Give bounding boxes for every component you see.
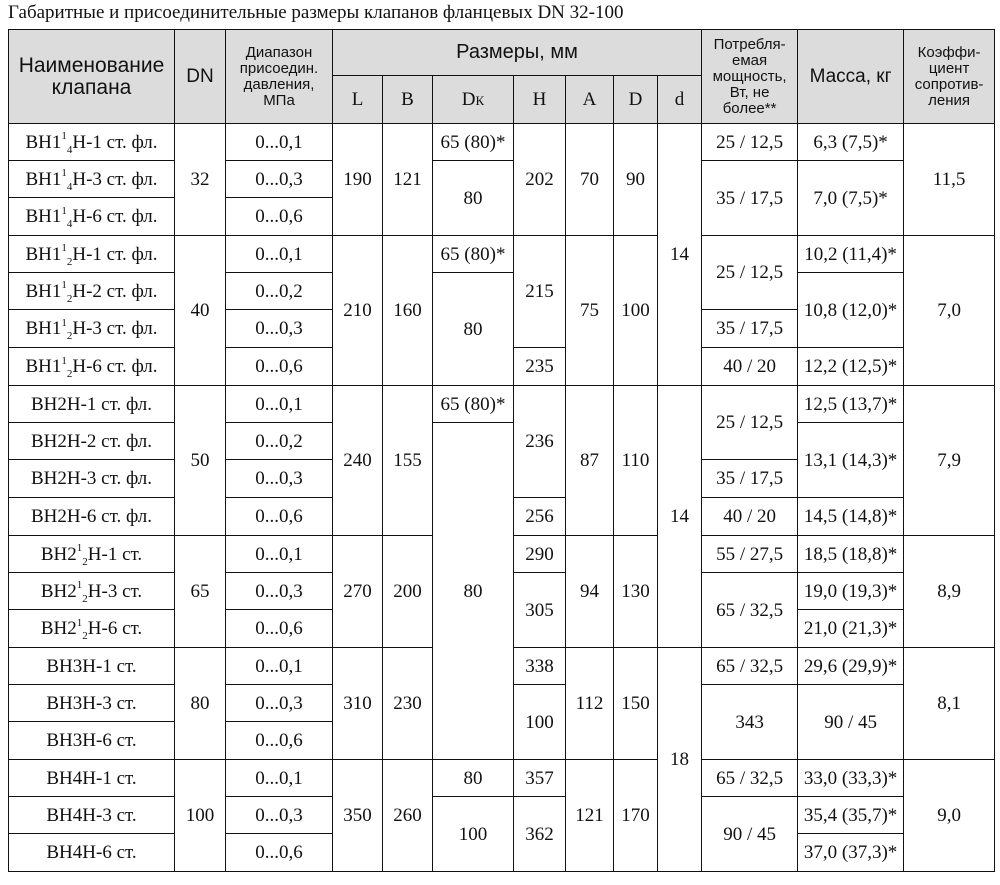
h-cell: 305: [514, 573, 566, 648]
dk-cell: 80: [433, 273, 514, 386]
dn-cell: 80: [175, 648, 226, 760]
mass-cell: 18,5 (18,8)*: [798, 536, 904, 573]
header-sizes: Размеры, мм: [333, 30, 702, 76]
pressure-range: 0...0,3: [226, 797, 333, 834]
power-cell: 35 / 17,5: [702, 460, 798, 498]
dk-cell: 100: [433, 797, 514, 872]
l-cell: 190: [333, 124, 383, 236]
header-power: Потребля-емая мощность, Вт, не более**: [702, 30, 798, 124]
d-hole-cell: 14: [658, 124, 702, 386]
header-name: Наименование клапана: [9, 30, 175, 124]
dk-cell: 65 (80)*: [433, 386, 514, 423]
power-cell: 35 / 17,5: [702, 310, 798, 348]
coef-cell: 11,5: [904, 124, 995, 236]
dk-cell: 80: [433, 423, 514, 760]
b-cell: 260: [383, 760, 433, 872]
a-cell: 121: [566, 760, 614, 872]
mass-cell: 33,0 (33,3)*: [798, 760, 904, 797]
b-cell: 155: [383, 386, 433, 536]
b-cell: 200: [383, 536, 433, 648]
power-cell: 90 / 45: [702, 797, 798, 872]
table-caption: Габаритные и присоединительные размеры клапанов фланцевых DN 32-100: [8, 2, 624, 23]
valve-name: $ВН1^1_2Н-3$ ст. фл.: [9, 310, 175, 348]
mass-cell: 7,0 (7,5)*: [798, 161, 904, 236]
valve-name: $ВН1^1_2Н-6$ ст. фл.: [9, 348, 175, 386]
valve-name: $ВН1^1_2Н-1$ ст. фл.: [9, 236, 175, 273]
a-cell: 87: [566, 386, 614, 536]
dk-cell: 80: [433, 161, 514, 236]
valve-name: ВН4Н-1 ст.: [9, 760, 175, 797]
b-cell: 230: [383, 648, 433, 760]
power-cell: 25 / 12,5: [702, 236, 798, 310]
power-cell: 55 / 27,5: [702, 536, 798, 573]
mass-cell: 37,0 (37,3)*: [798, 834, 904, 872]
coef-cell: 8,9: [904, 536, 995, 648]
coef-cell: 8,1: [904, 648, 995, 760]
d-outer-cell: 110: [614, 386, 658, 536]
pressure-range: 0...0,1: [226, 386, 333, 423]
coef-cell: 9,0: [904, 760, 995, 872]
valve-name: $ВН1^1_2Н-2$ ст. фл.: [9, 273, 175, 310]
mass-cell: 12,5 (13,7)*: [798, 386, 904, 423]
b-cell: 121: [383, 124, 433, 236]
mass-cell: 12,2 (12,5)*: [798, 348, 904, 386]
pressure-range: 0...0,1: [226, 760, 333, 797]
dn-cell: 65: [175, 536, 226, 648]
dk-cell: 65 (80)*: [433, 236, 514, 273]
power-cell: 65 / 32,5: [702, 648, 798, 685]
valve-name: ВН2Н-2 ст. фл.: [9, 423, 175, 460]
h-cell: 202: [514, 124, 566, 236]
coef-cell: 7,9: [904, 386, 995, 536]
header-a: A: [566, 76, 614, 124]
table-row: [9, 236, 995, 273]
l-cell: 350: [333, 760, 383, 872]
header-dk: DК: [433, 76, 514, 124]
power-cell: 65 / 32,5: [702, 573, 798, 648]
pressure-range: 0...0,6: [226, 348, 333, 386]
pressure-range: 0...0,1: [226, 648, 333, 685]
mass-cell: 21,0 (21,3)*: [798, 610, 904, 648]
header-coef: Коэффи-циент сопротив-ления: [904, 30, 995, 124]
power-cell: 25 / 12,5: [702, 386, 798, 460]
table-row: [9, 386, 995, 423]
pressure-range: 0...0,3: [226, 685, 333, 722]
power-cell: 25 / 12,5: [702, 124, 798, 161]
table-row: [9, 273, 995, 310]
pressure-range: 0...0,6: [226, 610, 333, 648]
valve-name: ВН3Н-3 ст.: [9, 685, 175, 722]
d-outer-cell: 130: [614, 536, 658, 648]
pressure-range: 0...0,3: [226, 310, 333, 348]
header-d-hole: d: [658, 76, 702, 124]
power-cell: 65 / 32,5: [702, 760, 798, 797]
valve-name: $ВН1^1_4Н-6$ ст. фл.: [9, 198, 175, 236]
h-cell: 215: [514, 236, 566, 348]
mass-cell: 10,8 (12,0)*: [798, 273, 904, 348]
b-cell: 160: [383, 236, 433, 386]
mass-cell: 13,1 (14,3)*: [798, 423, 904, 498]
pressure-range: 0...0,3: [226, 161, 333, 198]
pressure-range: 0...0,2: [226, 273, 333, 310]
valve-name: $ВН1^1_4Н-1$ ст. фл.: [9, 124, 175, 161]
pressure-range: 0...0,6: [226, 498, 333, 536]
mass-cell: 19,0 (19,3)*: [798, 573, 904, 610]
valve-dimensions-table: [8, 29, 995, 872]
valve-name: ВН2Н-6 ст. фл.: [9, 498, 175, 536]
dn-cell: 50: [175, 386, 226, 536]
table-row: [9, 161, 995, 198]
pressure-range: 0...0,3: [226, 460, 333, 498]
header-dn: DN: [175, 30, 226, 124]
pressure-range: 0...0,1: [226, 236, 333, 273]
table-row: [9, 124, 995, 161]
d-hole-cell: 14: [658, 386, 702, 648]
pressure-range: 0...0,1: [226, 536, 333, 573]
pressure-range: 0...0,1: [226, 124, 333, 161]
h-cell: 357: [514, 760, 566, 797]
d-outer-cell: 100: [614, 236, 658, 386]
dn-cell: 40: [175, 236, 226, 386]
header-l: L: [333, 76, 383, 124]
pressure-range: 0...0,6: [226, 834, 333, 872]
coef-cell: 7,0: [904, 236, 995, 386]
pressure-range: 0...0,3: [226, 573, 333, 610]
a-cell: 112: [566, 648, 614, 760]
a-cell: 75: [566, 236, 614, 386]
dn-cell: 100: [175, 760, 226, 872]
dn-cell: 32: [175, 124, 226, 236]
header-pressure: Диапазон присоедин. давления, МПа: [226, 30, 333, 124]
l-cell: 270: [333, 536, 383, 648]
power-cell: 40 / 20: [702, 348, 798, 386]
d-outer-cell: 170: [614, 760, 658, 872]
dk-cell: 100: [514, 685, 566, 760]
l-cell: 310: [333, 648, 383, 760]
header-mass: Масса, кг: [798, 30, 904, 124]
header-d-outer: D: [614, 76, 658, 124]
valve-name: $ВН2^1_2Н-3$ ст.: [9, 573, 175, 610]
d-outer-cell: 90: [614, 124, 658, 236]
pressure-range: 0...0,6: [226, 198, 333, 236]
valve-name: $ВН2^1_2Н-1$ ст.: [9, 536, 175, 573]
mass-cell: 14,5 (14,8)*: [798, 498, 904, 536]
table-row: [9, 760, 995, 797]
table-row: [9, 797, 995, 834]
mass-cell: 6,3 (7,5)*: [798, 124, 904, 161]
a-cell: 70: [566, 124, 614, 236]
l-cell: 240: [333, 386, 383, 536]
table-row: [9, 423, 995, 460]
h-cell: 256: [514, 498, 566, 536]
valve-name: ВН3Н-6 ст.: [9, 722, 175, 760]
d-outer-cell: 150: [614, 648, 658, 760]
header-h: H: [514, 76, 566, 124]
pressure-range: 0...0,6: [226, 722, 333, 760]
h-cell: 290: [514, 536, 566, 573]
h-cell: 338: [514, 648, 566, 685]
pressure-range: 0...0,2: [226, 423, 333, 460]
mass-cell: 29,6 (29,9)*: [798, 648, 904, 685]
power-cell: 90 / 45: [798, 685, 904, 760]
power-cell: 35 / 17,5: [702, 161, 798, 236]
h-cell: 362: [514, 797, 566, 872]
valve-name: ВН2Н-3 ст. фл.: [9, 460, 175, 498]
valve-name: ВН4Н-3 ст.: [9, 797, 175, 834]
l-cell: 210: [333, 236, 383, 386]
header-b: B: [383, 76, 433, 124]
h-cell: 236: [514, 386, 566, 498]
valve-name: ВН4Н-6 ст.: [9, 834, 175, 872]
mass-cell: 10,2 (11,4)*: [798, 236, 904, 273]
mass-cell: 35,4 (35,7)*: [798, 797, 904, 834]
dk-cell: 65 (80)*: [433, 124, 514, 161]
valve-name: ВН2Н-1 ст. фл.: [9, 386, 175, 423]
valve-name: $ВН2^1_2Н-6$ ст.: [9, 610, 175, 648]
h-cell: 343: [702, 685, 798, 760]
valve-name: ВН3Н-1 ст.: [9, 648, 175, 685]
d-hole-cell: 18: [658, 648, 702, 872]
h-cell: 235: [514, 348, 566, 386]
power-cell: 40 / 20: [702, 498, 798, 536]
dk-cell: 80: [433, 760, 514, 797]
a-cell: 94: [566, 536, 614, 648]
valve-name: $ВН1^1_4Н-3$ ст. фл.: [9, 161, 175, 198]
